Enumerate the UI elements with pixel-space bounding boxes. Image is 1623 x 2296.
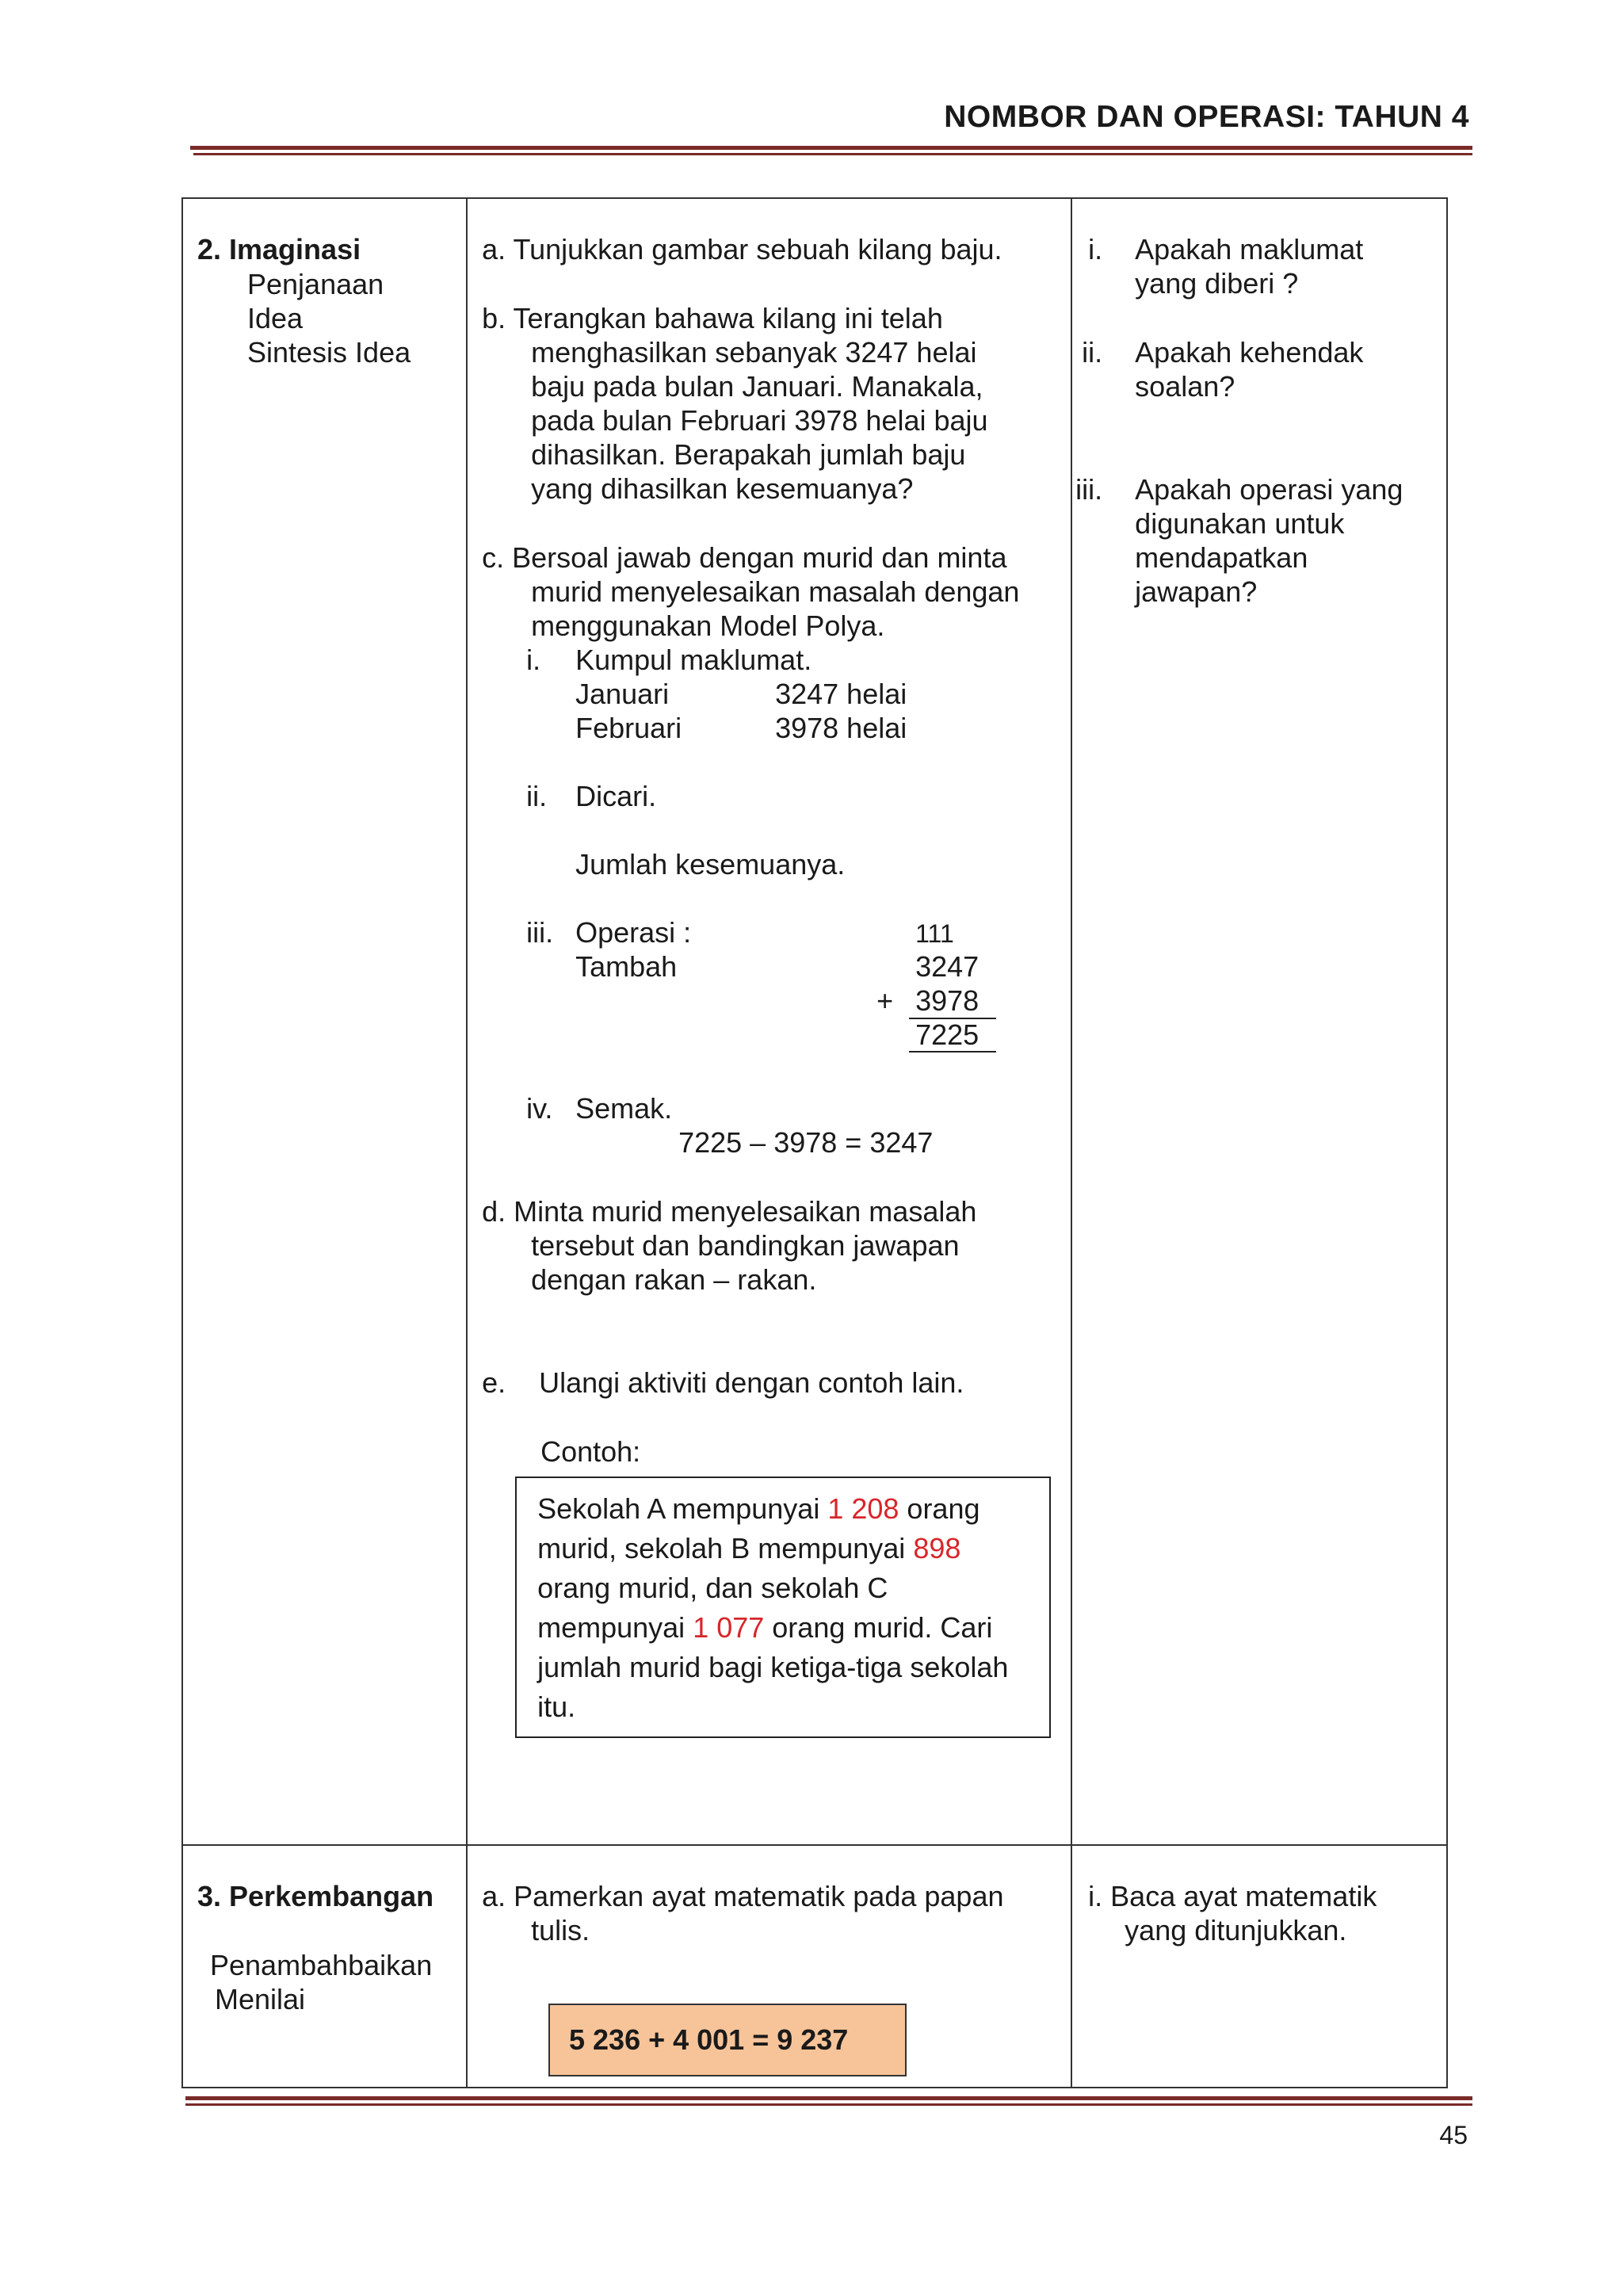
question-cell — [1071, 198, 1447, 1845]
example-line: itu. — [537, 1690, 576, 1723]
activity-cell — [467, 198, 1071, 1845]
stage-sub: Penjanaan — [247, 268, 384, 300]
activity-b-line: menghasilkan sebanyak 3247 helai — [531, 336, 977, 369]
activity-c-line: menggunakan Model Polya. — [531, 609, 885, 642]
question-line: Apakah maklumat — [1135, 233, 1364, 266]
question-label: i. — [1088, 233, 1103, 266]
data-label: Januari — [575, 678, 670, 710]
calc-rule — [909, 1051, 996, 1052]
header-rule — [190, 146, 1472, 150]
question-line: yang diberi ? — [1135, 267, 1299, 300]
header-rule-thin — [193, 153, 1472, 155]
example-label: Contoh: — [540, 1435, 641, 1468]
stage-sub: Menilai — [215, 1983, 306, 2015]
step-text: Kumpul maklumat. — [575, 644, 812, 676]
calc-sum: 7225 — [915, 1018, 980, 1051]
step-label: ii. — [526, 780, 548, 812]
question-line: Apakah operasi yang — [1135, 473, 1403, 506]
question-label: iii. — [1075, 473, 1103, 506]
check-equation: 7225 – 3978 = 3247 — [678, 1126, 934, 1159]
data-value: 3978 helai — [775, 712, 907, 744]
activity-b-line: baju pada bulan Januari. Manakala, — [531, 370, 983, 403]
lesson-table — [181, 197, 1448, 2088]
question-line: i. Baca ayat matematik — [1088, 1880, 1377, 1912]
step-label: iii. — [526, 916, 554, 949]
example-line: mempunyai 1 077 orang murid. Cari — [537, 1611, 993, 1644]
question-line: soalan? — [1135, 370, 1235, 403]
step-text: Dicari. — [575, 780, 657, 812]
activity-d-line: dengan rakan – rakan. — [531, 1263, 817, 1296]
step-text: Operasi : — [575, 916, 692, 949]
activity-d-line: tersebut dan bandingkan jawapan — [531, 1229, 960, 1262]
activity-a-line: tulis. — [531, 1914, 590, 1946]
activity-b-line: yang dihasilkan kesemuanya? — [531, 472, 914, 505]
activity-e: Ulangi aktiviti dengan contoh lain. — [539, 1366, 964, 1399]
calc-addend: 3978 — [915, 984, 980, 1017]
step-label: iv. — [526, 1092, 553, 1125]
page-number: 45 — [1439, 2121, 1468, 2149]
activity-b: b. Terangkan bahawa kilang ini telah — [482, 302, 943, 334]
step-detail: Tambah — [575, 950, 678, 983]
step-text: Semak. — [575, 1092, 673, 1125]
activity-c: c. Bersoal jawab dengan murid dan minta — [482, 541, 1007, 574]
equation-box: 5 236 + 4 001 = 9 237 — [548, 2004, 907, 2076]
footer-rule-thin — [185, 2103, 1472, 2106]
activity-a: a. Pamerkan ayat matematik pada papan — [482, 1880, 1004, 1912]
question-line: Apakah kehendak — [1135, 336, 1364, 369]
example-box — [515, 1477, 1051, 1738]
question-line: mendapatkan — [1135, 541, 1308, 574]
activity-c-line: murid menyelesaikan masalah dengan — [531, 575, 1020, 608]
step-detail: Jumlah kesemuanya. — [575, 848, 846, 881]
stage-title: 3. Perkembangan — [197, 1880, 434, 1912]
question-line: jawapan? — [1135, 575, 1258, 608]
calc-plus: + — [876, 984, 894, 1017]
header-title: NOMBOR DAN OPERASI: TAHUN 4 — [944, 100, 1469, 134]
activity-d: d. Minta murid menyelesaikan masalah — [482, 1195, 977, 1228]
example-line: murid, sekolah B mempunyai 898 — [537, 1532, 961, 1564]
calc-addend: 3247 — [915, 950, 980, 983]
question-line: yang ditunjukkan. — [1125, 1914, 1347, 1946]
activity-b-line: dihasilkan. Berapakah jumlah baju — [531, 438, 966, 471]
question-label: ii. — [1082, 336, 1103, 369]
activity-b-line: pada bulan Februari 3978 helai baju — [531, 404, 988, 437]
stage-sub: Sintesis Idea — [247, 336, 411, 369]
stage-sub: Penambahbaikan — [210, 1949, 433, 1981]
example-line: jumlah murid bagi ketiga-tiga sekolah — [537, 1651, 1009, 1683]
question-cell — [1071, 1845, 1447, 2088]
example-line: Sekolah A mempunyai 1 208 orang — [537, 1492, 980, 1525]
data-label: Februari — [575, 712, 682, 744]
stage-title: 2. Imaginasi — [197, 233, 361, 266]
stage-cell — [182, 1845, 467, 2088]
example-line: orang murid, dan sekolah C — [537, 1572, 888, 1604]
step-label: i. — [526, 644, 541, 676]
footer-rule — [185, 2096, 1472, 2100]
data-value: 3247 helai — [775, 678, 907, 710]
question-line: digunakan untuk — [1135, 507, 1345, 540]
stage-sub: Idea — [247, 302, 304, 334]
activity-e-label: e. — [482, 1366, 506, 1399]
calc-carry: 111 — [915, 919, 954, 948]
activity-a: a. Tunjukkan gambar sebuah kilang baju. — [482, 233, 1002, 266]
stage-cell — [182, 198, 467, 1845]
table-row — [182, 198, 1447, 1845]
